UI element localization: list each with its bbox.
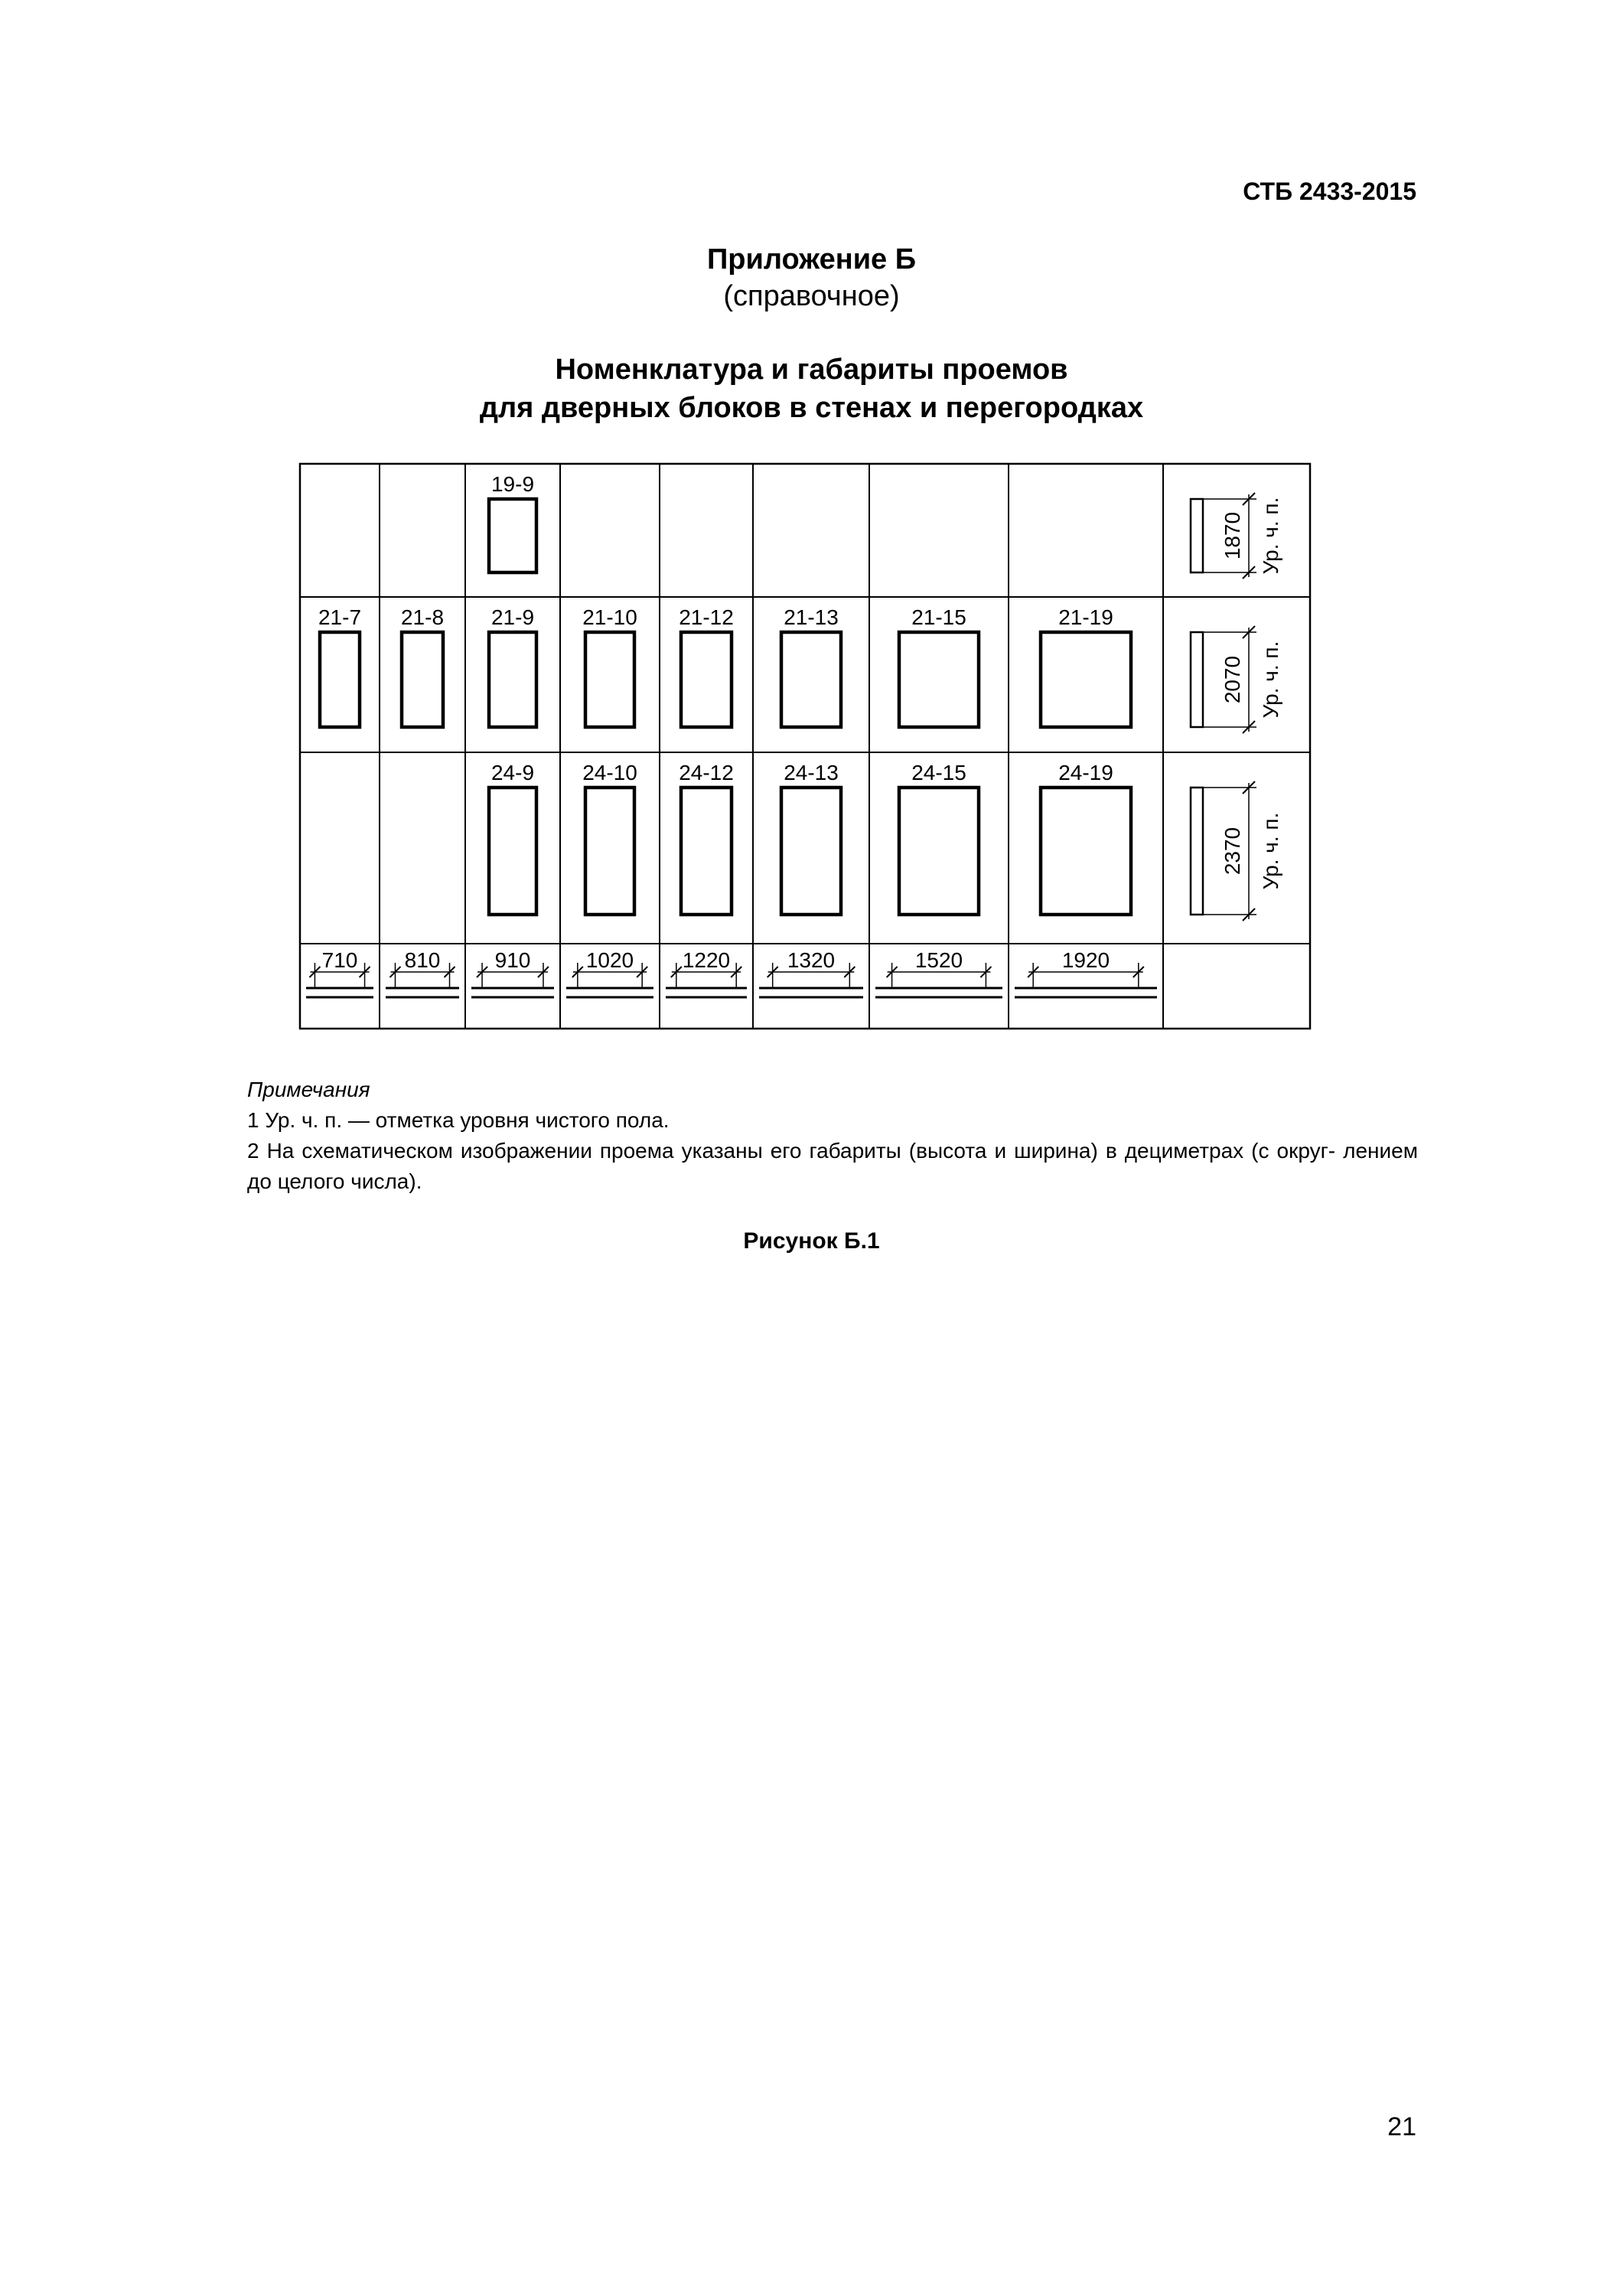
width-value: 1520	[914, 948, 963, 972]
floor-level-label: Ур. ч. п.	[1259, 641, 1282, 719]
door-opening-symbol	[489, 499, 536, 572]
width-dimension	[471, 948, 554, 997]
opening-label: 21-12	[679, 605, 734, 629]
height-value: 2070	[1221, 655, 1244, 704]
door-opening-symbol	[489, 632, 536, 727]
width-dimension	[306, 948, 373, 997]
door-opening-symbol	[681, 632, 732, 727]
opening-label: 19-9	[490, 472, 535, 496]
wall-section-symbol	[1191, 788, 1203, 915]
opening-label: 24-15	[911, 761, 966, 784]
notes-heading: Примечания	[247, 1078, 370, 1101]
door-opening-symbol	[585, 632, 634, 727]
opening-label: 21-19	[1058, 605, 1113, 629]
height-dimension	[1191, 493, 1282, 579]
opening-label: 21-13	[784, 605, 839, 629]
width-value: 1020	[585, 948, 634, 972]
opening-label: 21-9	[490, 605, 535, 629]
opening-label: 24-9	[490, 761, 535, 784]
figure-title-line-1: Номенклатура и габариты проемов	[555, 354, 1068, 386]
width-dimension	[566, 948, 653, 997]
floor-level-label: Ур. ч. п.	[1259, 812, 1282, 890]
figure-title-line-2: для дверных блоков в стенах и перегородках	[479, 392, 1144, 424]
opening-label: 24-13	[784, 761, 839, 784]
door-opening-symbol	[899, 632, 979, 727]
opening-label: 24-19	[1058, 761, 1113, 784]
width-value: 1920	[1061, 948, 1110, 972]
figure-caption: Рисунок Б.1	[743, 1228, 880, 1254]
door-opening-symbol	[320, 632, 360, 727]
appendix-title: Приложение Б	[706, 243, 917, 276]
opening-label: 24-12	[679, 761, 734, 784]
height-dimension	[1191, 626, 1282, 733]
note-item-1: 1 Ур. ч. п. — отметка уровня чистого пола.	[247, 1108, 670, 1132]
width-value: 1320	[787, 948, 836, 972]
opening-label: 21-15	[911, 605, 966, 629]
door-opening-symbol	[899, 788, 979, 915]
width-value: 810	[404, 948, 441, 972]
wall-section-symbol	[1191, 499, 1203, 572]
floor-level-label: Ур. ч. п.	[1259, 497, 1282, 575]
notes-block	[247, 1075, 1418, 1197]
door-opening-symbol	[402, 632, 443, 727]
width-value: 910	[494, 948, 531, 972]
width-dimension	[759, 948, 863, 997]
note-item-2: 2 На схематическом изображении проема указаны его габариты (высота и ширина) в дециметрах (с округ- лением до целого числа).	[247, 1139, 1418, 1193]
door-opening-symbol	[681, 788, 732, 915]
width-dimension	[666, 948, 747, 997]
opening-label: 24-10	[582, 761, 637, 784]
door-opening-symbol	[781, 632, 841, 727]
width-dimension	[875, 948, 1002, 997]
opening-label: 21-10	[582, 605, 637, 629]
door-opening-symbol	[585, 788, 634, 915]
width-dimension	[1015, 948, 1157, 997]
door-opening-symbol	[781, 788, 841, 915]
opening-label: 21-8	[400, 605, 445, 629]
document-code: СТБ 2433-2015	[1243, 178, 1416, 205]
height-value: 2370	[1221, 827, 1244, 876]
door-opening-symbol	[1041, 632, 1131, 727]
appendix-subtitle: (справочное)	[723, 280, 900, 312]
width-value: 710	[321, 948, 358, 972]
width-value: 1220	[682, 948, 731, 972]
door-opening-symbol	[1041, 788, 1131, 915]
height-value: 1870	[1221, 511, 1244, 560]
width-dimension	[386, 948, 459, 997]
door-openings-figure	[0, 0, 1623, 1071]
wall-section-symbol	[1191, 632, 1203, 727]
door-opening-symbol	[489, 788, 536, 915]
page-number: 21	[1387, 2112, 1416, 2141]
opening-label: 21-7	[318, 605, 362, 629]
height-dimension	[1191, 781, 1282, 921]
